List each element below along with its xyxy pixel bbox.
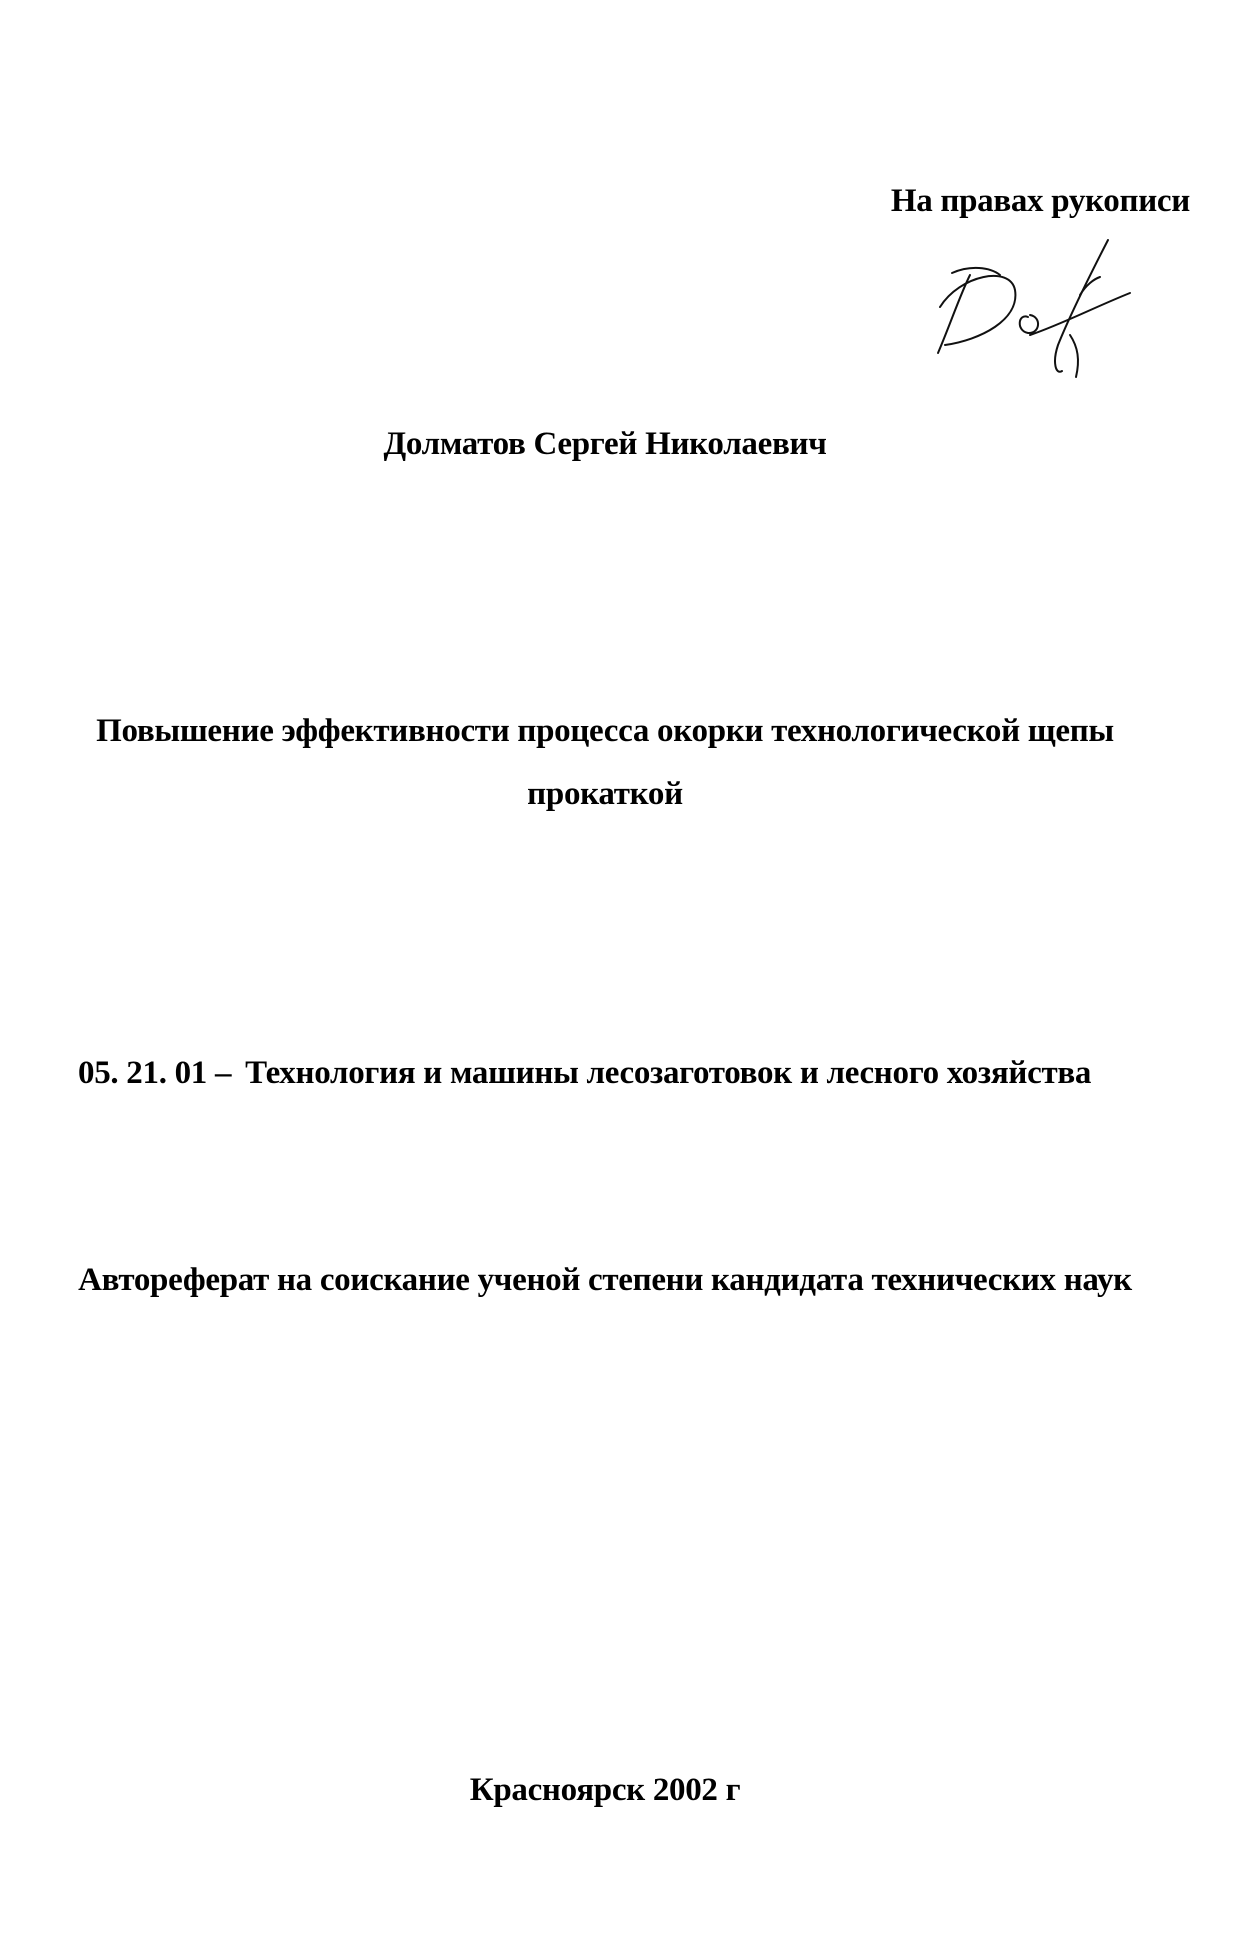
specialty-code: 05. 21. 01 – <box>78 1055 232 1091</box>
title-line: Повышение эффективности процесса окорки технологической щепы <box>96 713 1114 749</box>
specialty-line <box>78 1057 1091 1090</box>
author-name: Долматов Сергей Николаевич <box>383 426 827 462</box>
dissertation-title <box>0 700 1210 826</box>
degree-line: Автореферат на соискание ученой степени кандидата технических наук <box>78 1262 1132 1298</box>
city-year: Красноярск 2002 г <box>469 1772 741 1808</box>
manuscript-note: На правах рукописи <box>890 183 1190 219</box>
handwritten-signature <box>930 235 1140 385</box>
title-line: прокаткой <box>527 776 683 812</box>
specialty-name: Технология и машины лесозаготовок и лесного хозяйства <box>245 1055 1092 1091</box>
